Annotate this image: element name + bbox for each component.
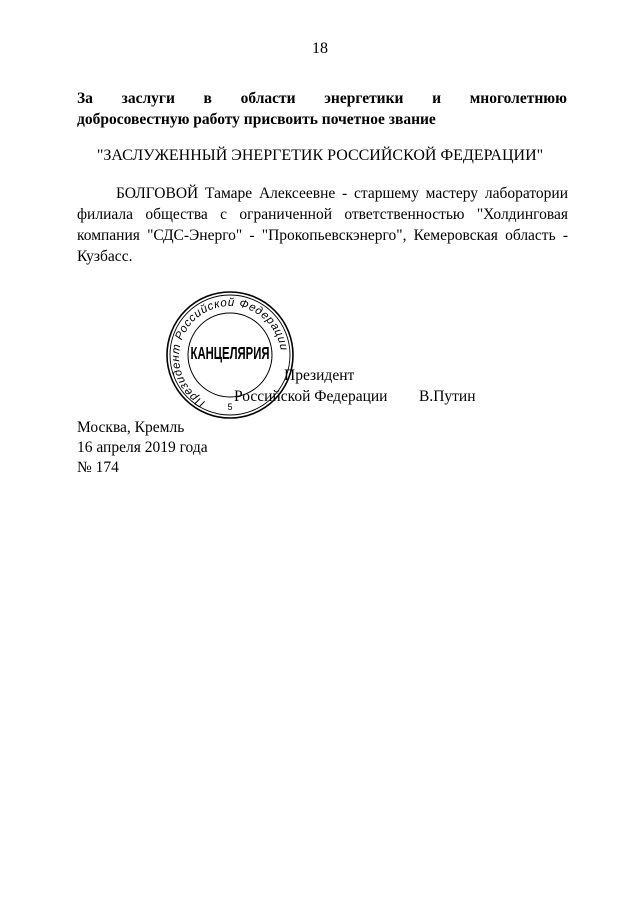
- signature-position: [234, 365, 387, 407]
- preamble-line-1: За заслуги в области энергетики и многолетнюю: [77, 90, 567, 107]
- signer-name: В.Путин: [419, 388, 476, 405]
- page-number: 18: [312, 40, 328, 57]
- decree-footer: [77, 418, 208, 478]
- stamp-center-text: КАНЦЕЛЯРИЯ: [190, 344, 270, 364]
- honorary-title: "ЗАСЛУЖЕННЫЙ ЭНЕРГЕТИК РОССИЙСКОЙ ФЕДЕРАЦИИ": [96, 147, 544, 164]
- footer-number: № 174: [77, 459, 119, 476]
- preamble-line-2: добросовестную работу присвоить почетное звание: [77, 111, 436, 128]
- award-recipient-paragraph: БОЛГОВОЙ Тамаре Алексеевне - старшему мастеру лаборатории филиала общества с ограниченной ответственностью "Холдинговая компания "СДС-Энерго" - "Прокопьевскэнерго", Кемеровская область - Кузбасс.: [77, 185, 568, 265]
- signer-position-line-2: Российской Федерации: [234, 388, 388, 405]
- footer-date: 16 апреля 2019 года: [77, 439, 208, 456]
- decree-preamble: [77, 88, 567, 130]
- footer-place: Москва, Кремль: [77, 419, 185, 436]
- stamp-number: 5: [227, 402, 233, 412]
- stamp-ring-text: Президент Российской Федерации: [169, 296, 290, 410]
- signer-position-line-1: Президент: [284, 367, 355, 384]
